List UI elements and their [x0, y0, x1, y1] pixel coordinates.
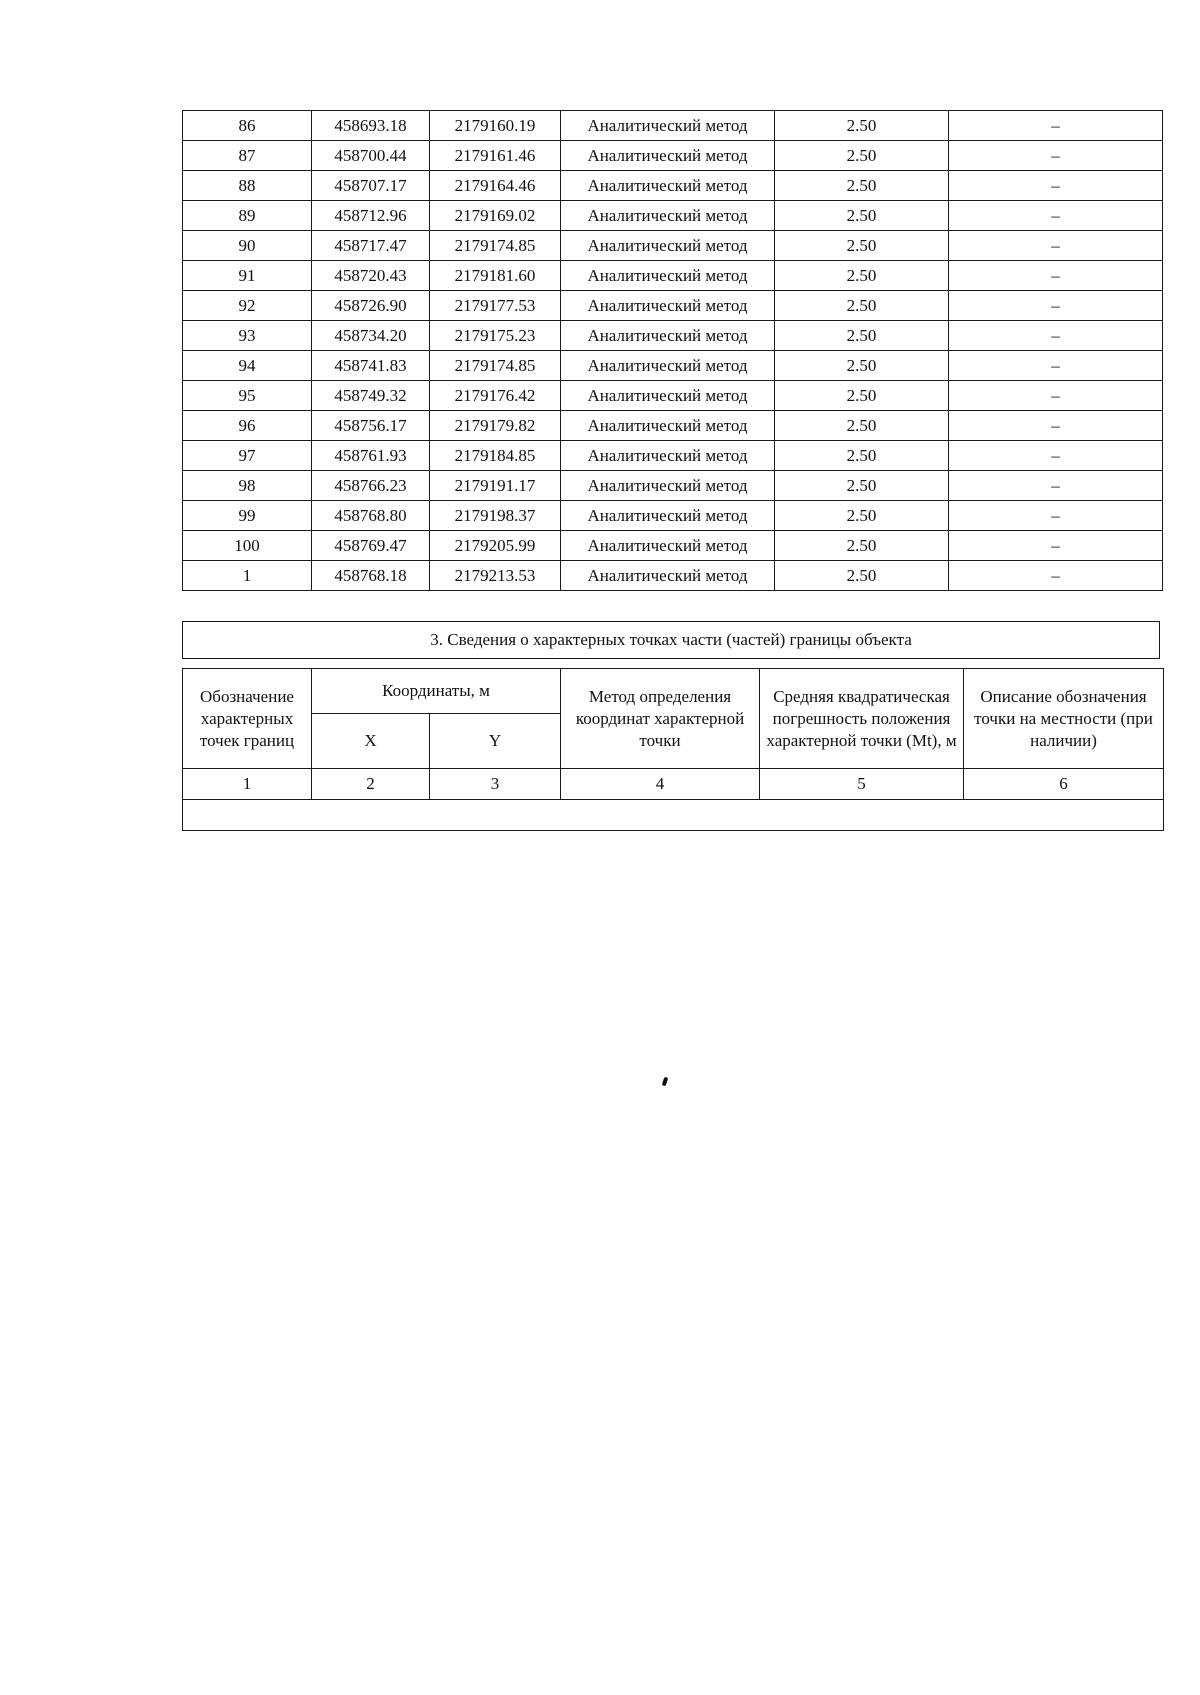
method-cell: Аналитический метод — [561, 561, 775, 591]
x-coordinate-cell: 458693.18 — [312, 111, 430, 141]
method-cell: Аналитический метод — [561, 321, 775, 351]
point-number-cell: 92 — [183, 291, 312, 321]
header-description: Описание обозначения точки на местности (при наличии) — [964, 669, 1164, 769]
x-coordinate-cell: 458768.18 — [312, 561, 430, 591]
description-cell: – — [949, 171, 1163, 201]
y-coordinate-cell: 2179184.85 — [430, 441, 561, 471]
empty-cell — [183, 800, 1164, 831]
accuracy-cell: 2.50 — [775, 561, 949, 591]
point-number-cell: 98 — [183, 471, 312, 501]
y-coordinate-cell: 2179191.17 — [430, 471, 561, 501]
column-number: 3 — [430, 769, 561, 800]
y-coordinate-cell: 2179198.37 — [430, 501, 561, 531]
description-cell: – — [949, 111, 1163, 141]
accuracy-cell: 2.50 — [775, 171, 949, 201]
method-cell: Аналитический метод — [561, 471, 775, 501]
accuracy-cell: 2.50 — [775, 531, 949, 561]
method-cell: Аналитический метод — [561, 171, 775, 201]
empty-row — [183, 800, 1164, 831]
description-cell: – — [949, 441, 1163, 471]
column-number: 6 — [964, 769, 1164, 800]
point-number-cell: 100 — [183, 531, 312, 561]
accuracy-cell: 2.50 — [775, 411, 949, 441]
point-number-cell: 89 — [183, 201, 312, 231]
method-cell: Аналитический метод — [561, 501, 775, 531]
table-row — [183, 351, 1163, 381]
x-coordinate-cell: 458700.44 — [312, 141, 430, 171]
header-accuracy: Средняя квадратическая погрешность положения характерной точки (Mt), м — [760, 669, 964, 769]
point-number-cell: 88 — [183, 171, 312, 201]
point-number-cell: 1 — [183, 561, 312, 591]
column-numbers-row — [183, 769, 1164, 800]
x-coordinate-cell: 458756.17 — [312, 411, 430, 441]
description-cell: – — [949, 501, 1163, 531]
point-number-cell: 99 — [183, 501, 312, 531]
y-coordinate-cell: 2179160.19 — [430, 111, 561, 141]
accuracy-cell: 2.50 — [775, 321, 949, 351]
table-row — [183, 441, 1163, 471]
accuracy-cell: 2.50 — [775, 501, 949, 531]
table-row — [183, 381, 1163, 411]
header-y: Y — [430, 714, 561, 769]
part-boundary-points-table — [182, 668, 1164, 831]
method-cell: Аналитический метод — [561, 531, 775, 561]
description-cell: – — [949, 321, 1163, 351]
method-cell: Аналитический метод — [561, 261, 775, 291]
accuracy-cell: 2.50 — [775, 441, 949, 471]
table-row — [183, 231, 1163, 261]
x-coordinate-cell: 458712.96 — [312, 201, 430, 231]
x-coordinate-cell: 458726.90 — [312, 291, 430, 321]
method-cell: Аналитический метод — [561, 111, 775, 141]
point-number-cell: 97 — [183, 441, 312, 471]
y-coordinate-cell: 2179174.85 — [430, 351, 561, 381]
point-number-cell: 96 — [183, 411, 312, 441]
description-cell: – — [949, 381, 1163, 411]
table-row — [183, 321, 1163, 351]
x-coordinate-cell: 458749.32 — [312, 381, 430, 411]
point-number-cell: 93 — [183, 321, 312, 351]
column-number: 5 — [760, 769, 964, 800]
y-coordinate-cell: 2179213.53 — [430, 561, 561, 591]
accuracy-cell: 2.50 — [775, 381, 949, 411]
y-coordinate-cell: 2179177.53 — [430, 291, 561, 321]
header-row — [183, 669, 1164, 714]
accuracy-cell: 2.50 — [775, 201, 949, 231]
table-row — [183, 291, 1163, 321]
x-coordinate-cell: 458734.20 — [312, 321, 430, 351]
description-cell: – — [949, 141, 1163, 171]
description-cell: – — [949, 351, 1163, 381]
table-row — [183, 411, 1163, 441]
y-coordinate-cell: 2179176.42 — [430, 381, 561, 411]
point-number-cell: 87 — [183, 141, 312, 171]
method-cell: Аналитический метод — [561, 291, 775, 321]
method-cell: Аналитический метод — [561, 201, 775, 231]
accuracy-cell: 2.50 — [775, 231, 949, 261]
column-number: 4 — [561, 769, 760, 800]
x-coordinate-cell: 458720.43 — [312, 261, 430, 291]
table-row — [183, 201, 1163, 231]
y-coordinate-cell: 2179205.99 — [430, 531, 561, 561]
point-number-cell: 94 — [183, 351, 312, 381]
description-cell: – — [949, 201, 1163, 231]
table-row — [183, 141, 1163, 171]
method-cell: Аналитический метод — [561, 381, 775, 411]
table-row — [183, 531, 1163, 561]
y-coordinate-cell: 2179181.60 — [430, 261, 561, 291]
header-designation: Обозначение характерных точек границ — [183, 669, 312, 769]
x-coordinate-cell: 458768.80 — [312, 501, 430, 531]
table-row — [183, 471, 1163, 501]
description-cell: – — [949, 561, 1163, 591]
x-coordinate-cell: 458707.17 — [312, 171, 430, 201]
x-coordinate-cell: 458761.93 — [312, 441, 430, 471]
description-cell: – — [949, 291, 1163, 321]
point-number-cell: 91 — [183, 261, 312, 291]
y-coordinate-cell: 2179169.02 — [430, 201, 561, 231]
boundary-points-table-body — [183, 111, 1163, 591]
column-number: 2 — [312, 769, 430, 800]
y-coordinate-cell: 2179175.23 — [430, 321, 561, 351]
description-cell: – — [949, 531, 1163, 561]
header-coordinates: Координаты, м — [312, 669, 561, 714]
x-coordinate-cell: 458766.23 — [312, 471, 430, 501]
x-coordinate-cell: 458741.83 — [312, 351, 430, 381]
x-coordinate-cell: 458769.47 — [312, 531, 430, 561]
boundary-points-table — [182, 110, 1163, 591]
point-number-cell: 86 — [183, 111, 312, 141]
y-coordinate-cell: 2179174.85 — [430, 231, 561, 261]
method-cell: Аналитический метод — [561, 351, 775, 381]
accuracy-cell: 2.50 — [775, 351, 949, 381]
table-row — [183, 261, 1163, 291]
description-cell: – — [949, 471, 1163, 501]
description-cell: – — [949, 261, 1163, 291]
header-method: Метод определения координат характерной точки — [561, 669, 760, 769]
method-cell: Аналитический метод — [561, 141, 775, 171]
section3-title: 3. Сведения о характерных точках части (частей) границы объекта — [182, 621, 1160, 659]
accuracy-cell: 2.50 — [775, 261, 949, 291]
accuracy-cell: 2.50 — [775, 471, 949, 501]
point-number-cell: 90 — [183, 231, 312, 261]
method-cell: Аналитический метод — [561, 411, 775, 441]
method-cell: Аналитический метод — [561, 231, 775, 261]
accuracy-cell: 2.50 — [775, 141, 949, 171]
header-x: X — [312, 714, 430, 769]
column-number: 1 — [183, 769, 312, 800]
accuracy-cell: 2.50 — [775, 111, 949, 141]
table-row — [183, 561, 1163, 591]
table-row — [183, 171, 1163, 201]
scan-speck — [662, 1077, 669, 1087]
x-coordinate-cell: 458717.47 — [312, 231, 430, 261]
accuracy-cell: 2.50 — [775, 291, 949, 321]
y-coordinate-cell: 2179164.46 — [430, 171, 561, 201]
y-coordinate-cell: 2179179.82 — [430, 411, 561, 441]
description-cell: – — [949, 231, 1163, 261]
table-row — [183, 501, 1163, 531]
description-cell: – — [949, 411, 1163, 441]
table-row — [183, 111, 1163, 141]
point-number-cell: 95 — [183, 381, 312, 411]
method-cell: Аналитический метод — [561, 441, 775, 471]
y-coordinate-cell: 2179161.46 — [430, 141, 561, 171]
